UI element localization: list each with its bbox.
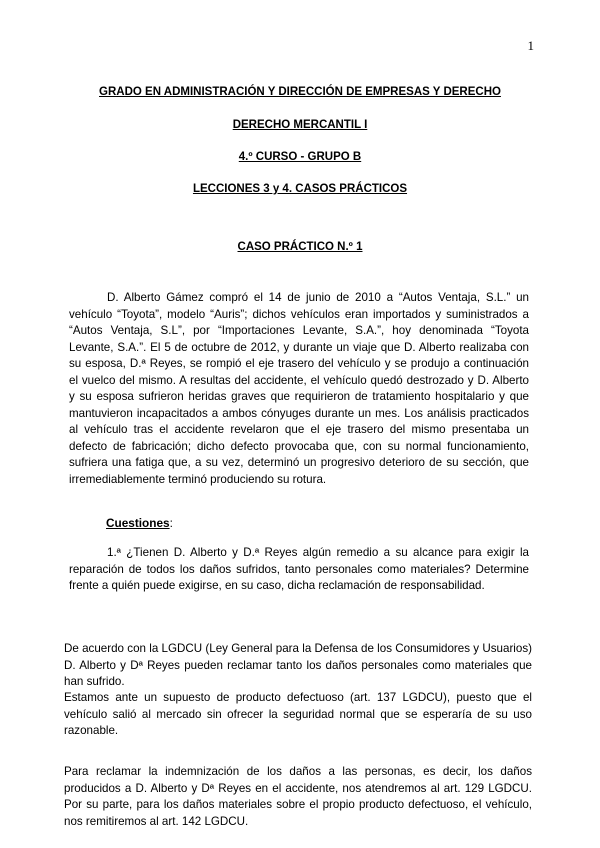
page-number: 1 — [527, 38, 534, 53]
questions-heading — [106, 516, 173, 530]
subject-heading: DERECHO MERCANTIL I — [232, 119, 368, 131]
case-heading: CASO PRÁCTICO N.º 1 — [237, 241, 363, 253]
answer-paragraph-1: De acuerdo con la LGDCU (Ley General para la Defensa de los Consumidores y Usuarios) D. Alberto y Dª Reyes pueden reclamar tanto los daños personales como materiales que han sufrido. — [64, 642, 532, 688]
lessons-heading: LECCIONES 3 y 4. CASOS PRÁCTICOS — [192, 183, 408, 195]
case-statement: D. Alberto Gámez compró el 14 de junio de 2010 a “Autos Ventaja, S.L.” un vehículo “Toyota”, modelo “Auris”; dichos vehículos eran importados y suministrados a “Autos Ventaja, S.L”, por “Importaciones Levante, S.A.”, hoy denominada “Toyota Levante, S.A.”. El 5 de octubre de 2012, y durante un viaje que D. Alberto realizaba con su esposa, D.ª Reyes, se rompió el eje trasero del vehículo y se produjo a continuación el vuelco del mismo. A resultas del accidente, el vehículo quedó destrozado y D. Alberto y su esposa sufrieron heridas graves que requirieron de tratamiento hospitalario y que mantuvieron incapacitados a ambos cónyuges durante un mes. Los análisis practicados al vehículo tras el accidente revelaron que el eje trasero del mismo presentaba un defecto de fabricación; dicho defecto provocaba que, con su normal funcionamiento, sufriera una fatiga que, a su vez, determinó un progresivo deterioro de su sección, que irremediablemente terminó produciendo su rotura. — [69, 291, 529, 486]
degree-heading: GRADO EN ADMINISTRACIÓN Y DIRECCIÓN DE EMPRESAS Y DERECHO — [99, 86, 501, 98]
course-heading: 4.º CURSO - GRUPO B — [238, 151, 362, 163]
questions-label: Cuestiones — [106, 516, 170, 530]
questions-suffix: : — [169, 516, 173, 530]
question-1: 1.ª ¿Tienen D. Alberto y D.ª Reyes algún remedio a su alcance para exigir la reparación de todos los daños sufridos, tanto personales como materiales? Determine frente a quién puede exigirse, en su caso, dicha reclamación de responsabilidad. — [69, 546, 529, 592]
answer-paragraph-3: Para reclamar la indemnización de los daños a las personas, es decir, los daños producidos a D. Alberto y Dª Reyes en el accidente, nos atendremos al art. 129 LGDCU. Por su parte, para los daños materiales sobre el propio producto defectuoso, el vehículo, nos remitiremos al art. 142 LGDCU. — [64, 765, 532, 828]
answer-paragraph-2: Estamos ante un supuesto de producto defectuoso (art. 137 LGDCU), puesto que el vehículo salió al mercado sin ofrecer la seguridad normal que se esperaría de su uso razonable. — [64, 691, 532, 737]
